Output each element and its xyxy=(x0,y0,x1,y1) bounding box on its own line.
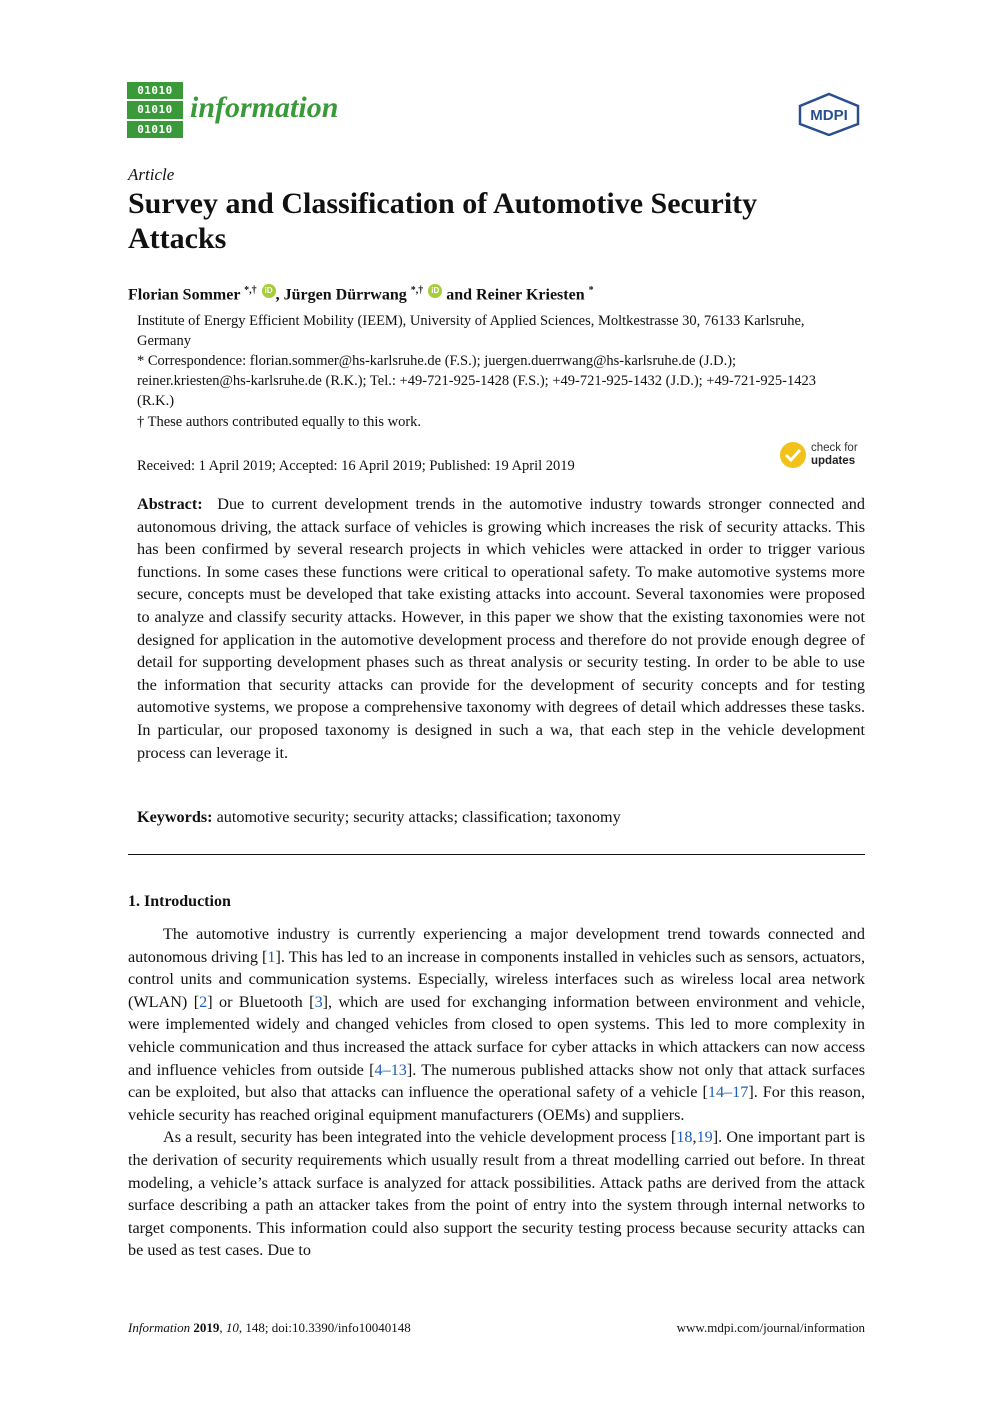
publication-dates: Received: 1 April 2019; Accepted: 16 April 2019; Published: 19 April 2019 xyxy=(137,458,575,474)
logo-row: 01010 xyxy=(127,82,183,99)
author-joiner: and xyxy=(442,286,477,304)
author-list xyxy=(128,280,594,306)
article-title: Survey and Classification of Automotive Security Attacks xyxy=(128,187,758,255)
cfu-line2: updates xyxy=(811,455,856,467)
abstract xyxy=(137,493,865,764)
logo-row: 01010 xyxy=(127,101,183,118)
citation-link[interactable]: 18 xyxy=(676,1128,693,1147)
publisher-name: MDPI xyxy=(810,107,848,124)
citation-link[interactable]: 2 xyxy=(199,992,208,1011)
check-icon xyxy=(779,441,807,469)
logo-row: 01010 xyxy=(127,121,183,138)
footer-volume: 10 xyxy=(225,1320,239,1335)
author-name: Jürgen Dürrwang xyxy=(283,286,407,304)
body-text-run: ]. This has led to an increase in components installed in vehicles such as sensors, actuators, control units and communication systems. Especially, wireless interfaces such as wireless local area network (WLAN) [ xyxy=(128,947,865,1011)
introduction-body xyxy=(128,923,865,1262)
orcid-icon[interactable]: iD xyxy=(262,284,276,298)
author-marks: *,† xyxy=(244,285,257,296)
journal-name: information xyxy=(190,91,339,124)
paragraph xyxy=(128,1126,865,1262)
body-text-run: ], which are used for exchanging information between environment and vehicle, were implemented widely and changed vehicles from closed to open systems. This led to more complexity in vehicle communication and thus increased the attack surface for cyber attacks in which attackers can now access and influence vehicles from outside [ xyxy=(128,992,865,1079)
orcid-icon[interactable]: iD xyxy=(428,284,442,298)
mdpi-logo xyxy=(796,92,862,136)
body-text-run: ]. For this reason, vehicle security has reached original equipment manufacturers (OEMs) and suppliers. xyxy=(128,1083,865,1124)
section-divider xyxy=(128,854,865,855)
correspondence: * Correspondence: florian.sommer@hs-karlsruhe.de (F.S.); juergen.duerrwang@hs-karlsruhe.de (J.D.); reiner.kriesten@hs-karlsruhe.de (R.K.); Tel.: +49-721-925-1428 (F.S.); +49-721-925-1432 (J.D.); +49-721-925-1423 (R.K.) xyxy=(137,353,816,409)
abstract-label: Abstract: xyxy=(137,495,203,513)
keywords-label: Keywords: xyxy=(137,808,213,826)
body-text-run: The automotive industry is currently experiencing a major development trend towards connected and autonomous driving xyxy=(128,925,865,966)
affiliation: Institute of Energy Efficient Mobility (IEEM), University of Applied Sciences, Moltkestrasse 30, 76133 Karlsruhe, Germany xyxy=(137,313,805,349)
keywords-text: automotive security; security attacks; classification; taxonomy xyxy=(216,808,621,826)
check-for-updates-text xyxy=(811,442,858,468)
body-text-run: ]. One important part is the derivation of security requirements which usually result from a threat modelling carried out before. In threat modeling, a vehicle’s attack surface is analyzed for attack possibilities. Attack paths are derived from the attack surface describing a path an attacker takes from the point of entry into the system through internal networks to target components. This information could also support the security testing process because security attacks can be used as test cases. Due to xyxy=(128,1128,865,1260)
footer-citation: Information 2019, 10, 148; doi:10.3390/info10040148 xyxy=(128,1320,411,1335)
abstract-text: Due to current development trends in the automotive industry towards stronger connected and autonomous driving, the attack surface of vehicles is growing which increases the risk of security attacks. This has been confirmed by several research projects in which vehicles were attacked in order to trigger various functions. In some cases these functions were critical to operational safety. To make automotive systems more secure, concepts must be developed that take existing attacks into account. Several taxonomies were proposed to analyze and classify security attacks. However, in this paper we show that the existing taxonomies were not designed for application in the automotive development process and therefore do not provide enough degree of detail for supporting development phases such as threat analysis or security testing. In order to be able to use the information that security attacks can provide for the development of security concepts and for testing automotive systems, we propose a comprehensive taxonomy with degrees of detail which addresses these tasks. In particular, our proposed taxonomy is designed in such a wa, that each step in the vehicle development process can leverage it. xyxy=(137,495,865,762)
check-for-updates-badge[interactable] xyxy=(779,441,869,475)
author-marks: *,† xyxy=(410,285,424,296)
citation-link[interactable]: 14–17 xyxy=(707,1083,749,1102)
body-text-run: As a result, security has been integrated into the vehicle development process [ xyxy=(163,1128,677,1147)
body-text-run: , xyxy=(692,1128,697,1147)
article-type: Article xyxy=(128,165,175,184)
author-name: Reiner Kriesten xyxy=(476,286,585,304)
footer-year: 2019 xyxy=(193,1320,220,1335)
author-joiner: , xyxy=(275,286,284,304)
paragraph xyxy=(128,923,865,1126)
citation-link[interactable]: 1 xyxy=(267,947,276,966)
section-heading: 1. Introduction xyxy=(128,893,231,910)
keywords xyxy=(137,806,865,828)
author-marks: * xyxy=(588,285,594,296)
footer-journal: Information xyxy=(128,1320,191,1335)
body-text-run: ]. The numerous published attacks show not only that attack surfaces can be exploited, but also that attacks can influence the operational safety of a vehicle [ xyxy=(128,1060,865,1102)
journal-logo xyxy=(127,82,183,138)
equal-contribution-note: † These authors contributed equally to this work. xyxy=(137,414,422,430)
author-name: Florian Sommer xyxy=(128,286,241,304)
footer-doi: , 148; doi:10.3390/info10040148 xyxy=(238,1320,411,1335)
body-text-run: ] or Bluetooth [ xyxy=(207,992,315,1011)
cfu-line1: check for xyxy=(811,442,858,454)
citation-link[interactable]: 3 xyxy=(314,992,323,1011)
citation-link[interactable]: 4–13 xyxy=(374,1060,407,1079)
citation-link[interactable]: 19 xyxy=(696,1128,713,1147)
body-text-run: [ xyxy=(262,947,268,966)
footer-url[interactable]: www.mdpi.com/journal/information xyxy=(676,1320,865,1335)
